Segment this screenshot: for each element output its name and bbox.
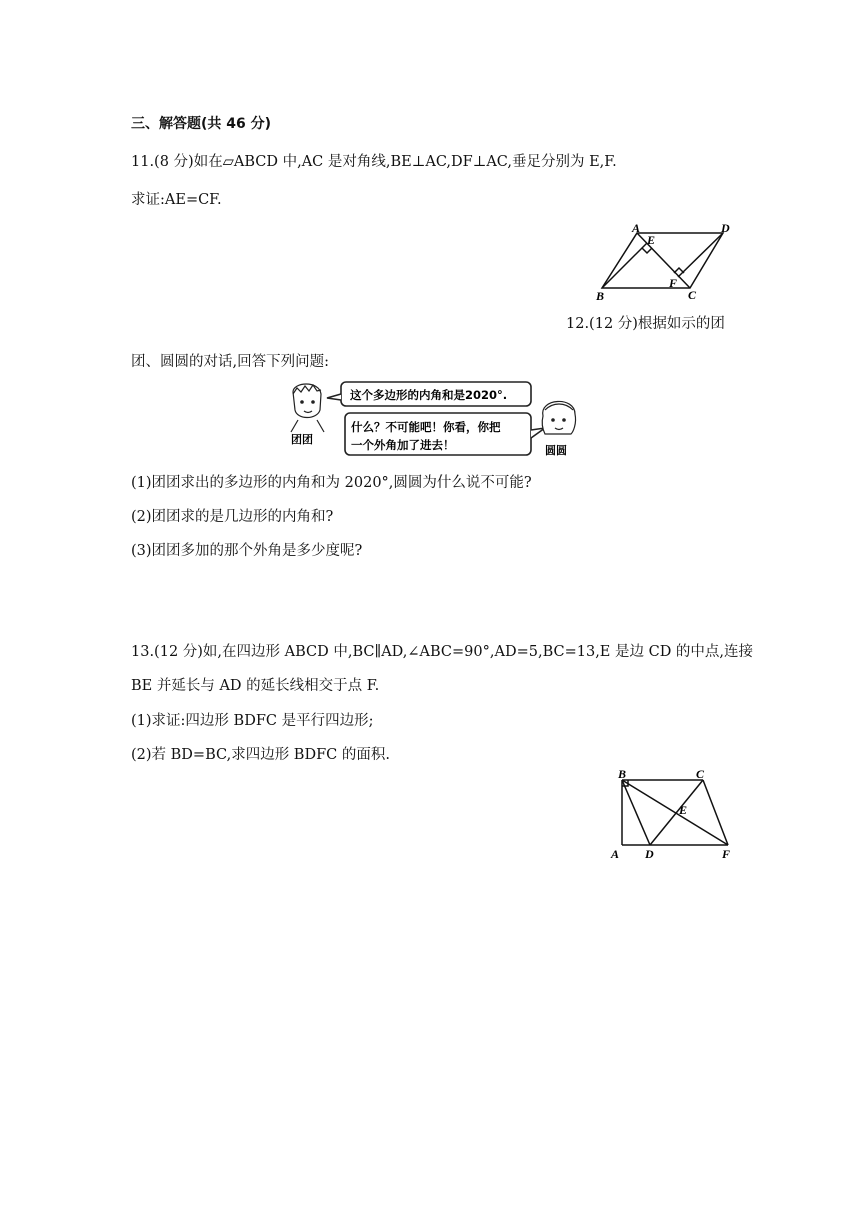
q12-statement-cont: 团、圆圆的对话,回答下列问题:	[131, 354, 329, 370]
q11-prove-line: 求证:AE=CF.	[131, 192, 222, 208]
q12-sub2: (2)团团求的是几边形的内角和?	[131, 509, 334, 525]
label-b: B	[596, 289, 605, 303]
label-c: C	[688, 288, 697, 302]
bubble2-text-line1: 什么？不可能吧！你看，你把	[351, 420, 501, 434]
q13-statement: 13.(12 分)如,在四边形 ABCD 中,BC∥AD,∠ABC=90°,AD=5,BC=13,E 是边 CD 的中点,连接	[131, 644, 754, 660]
segment-be	[602, 243, 647, 288]
label-d: D	[721, 221, 730, 235]
diagonal-ac	[637, 233, 690, 288]
q13-statement-cont: BE 并延长与 AD 的延长线相交于点 F.	[131, 678, 380, 694]
q13-sub2: (2)若 BD=BC,求四边形 BDFC 的面积.	[131, 747, 390, 763]
q11-parallelogram-figure	[590, 220, 740, 305]
name-tuantuan: 团团	[291, 433, 313, 446]
q12-sub1: (1)团团求出的多边形的内角和为 2020°,圆圆为什么说不可能?	[131, 475, 532, 491]
segment-cd	[650, 780, 703, 845]
label-e: E	[647, 233, 656, 247]
segment-cf	[703, 780, 728, 845]
label-d: D	[645, 847, 654, 861]
q12-statement-start: 12.(12 分)根据如示的团	[566, 316, 725, 332]
label-f: F	[669, 276, 678, 290]
label-a: A	[632, 221, 641, 235]
label-f: F	[722, 847, 731, 861]
q11-statement: 11.(8 分)如在▱ABCD 中,AC 是对角线,BE⊥AC,DF⊥AC,垂足分别为 E,F.	[131, 154, 617, 170]
label-a: A	[611, 847, 620, 861]
q13-sub1: (1)求证:四边形 BDFC 是平行四边形;	[131, 713, 374, 729]
boy-icon	[291, 384, 324, 432]
label-e: E	[679, 803, 688, 817]
segment-bd	[622, 780, 650, 845]
q13-quadrilateral-figure	[608, 765, 743, 863]
right-angle-mark-f	[674, 268, 684, 273]
bubble2-text-line2: 一个外角加了进去！	[351, 438, 455, 452]
name-yuanyuan: 圆圆	[545, 444, 567, 457]
bubble1-text: 这个多边形的内角和是2020°.	[350, 388, 508, 402]
segment-bf	[622, 780, 728, 845]
q12-sub3: (3)团团多加的那个外角是多少度呢?	[131, 543, 363, 559]
right-angle-mark-e	[642, 248, 652, 253]
girl-icon	[542, 401, 575, 434]
label-b: B	[618, 767, 627, 781]
label-c: C	[696, 767, 705, 781]
section-title: 三、解答题(共 46 分)	[131, 116, 272, 132]
dialogue-illustration	[283, 380, 583, 460]
